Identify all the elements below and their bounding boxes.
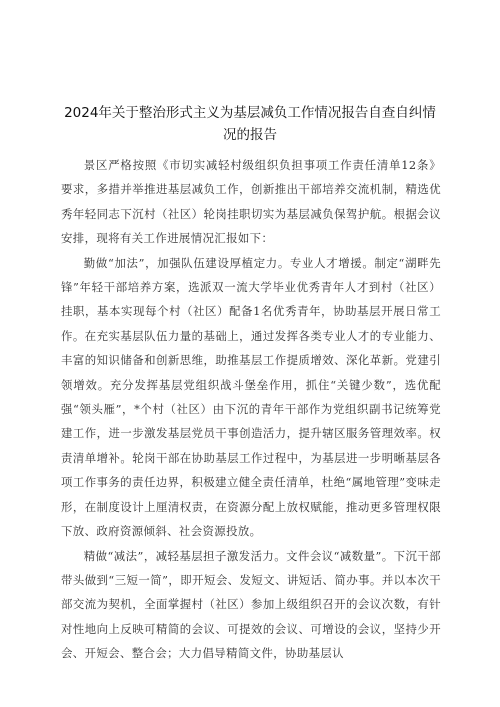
paragraph-subtraction: 精做“减法”，减轻基层担子激发活力。文件会议“减数量”。下沉干部带头做到“三短一简”，即开短会、发短文、讲短话、简办事。并以本次干部交流为契机，全面掌握村（社区）参加上级组织召开的会议次数，有针对性地向上反映可精简的会议、可提效的会议、可增设的会议，坚持少开会、开短会、整合会；大力倡导精简文件，协助基层认 bbox=[61, 548, 441, 661]
document-body bbox=[61, 153, 441, 666]
document-title: 2024年关于整治形式主义为基层减负工作情况报告自查自纠情况的报告 bbox=[64, 105, 436, 143]
paragraph-addition: 勤做“加法”，加强队伍建设厚植定力。专业人才增援。制定“湖畔先锋”年轻干部培养方案，选派双一流大学毕业优秀青年人才到村（社区）挂职，基本实现每个村（社区）配备1名优秀青年，协助基层开展日常工作。在充实基层队伍力量的基础上，通过发挥各类专业人才的专业能力、丰富的知识储备和创新思维，助推基层工作提质增效、深化革新。党建引领增效。充分发挥基层党组织战斗堡垒作用，抓住“关键少数”，选优配强“领头雁”，*个村（社区）由下沉的青年干部作为党组织副书记统筹党建工作，进一步激发基层党员干事创造活力，提升辖区服务管理效率。权责清单增补。轮岗干部在协助基层工作过程中，为基层进一步明晰基层各项工作事务的责任边界，积极建立健全责任清单，杜绝“属地管理”变味走形，在制度设计上厘清权责，在资源分配上放权赋能，推动更多管理权限下放、政府资源倾斜、社会资源投放。 bbox=[61, 255, 441, 539]
paragraph-intro: 景区严格按照《市切实减轻村级组织负担事项工作责任清单12条》要求，多措并举推进基层减负工作，创新推出干部培养交流机制，精选优秀年轻同志下沉村（社区）轮岗挂职切实为基层减负保驾护航。根据会议安排，现将有关工作进展情况汇报如下： bbox=[61, 158, 441, 246]
